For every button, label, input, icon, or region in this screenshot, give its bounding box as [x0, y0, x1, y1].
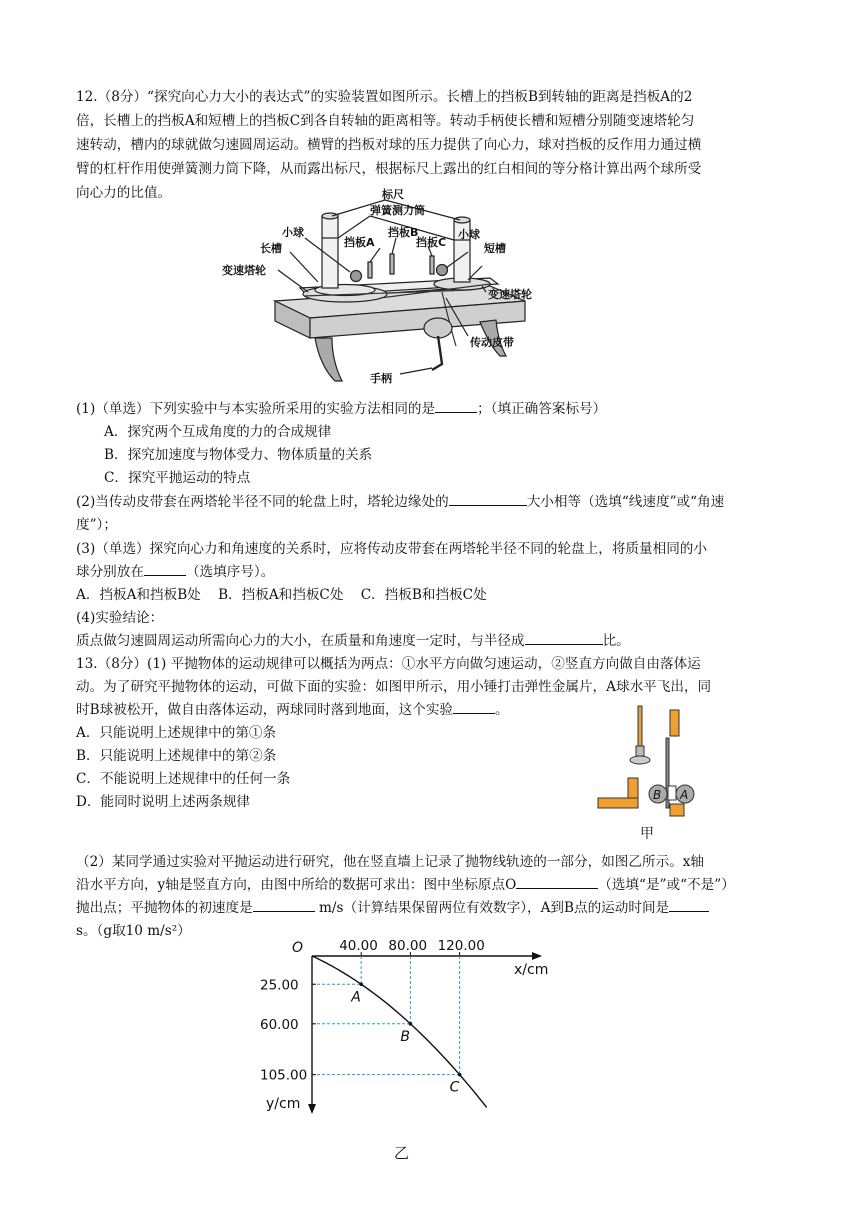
q12-line-3: 速转动，槽内的球就做匀速圆周运动。横臂的挡板对球的压力提供了向心力，球对挡板的反作用力通过横 — [76, 137, 702, 153]
q13-option-b: B．只能说明上述规律中的第②条 — [76, 748, 277, 764]
q13-l3-text: 时B球被松开，做自由落体运动，两球同时落到地面，这个实验 — [76, 702, 454, 718]
q13-line-3 — [76, 699, 509, 721]
point-label-B: B — [400, 1028, 411, 1045]
answer-blank-q13-3[interactable] — [253, 897, 315, 912]
q12-p3-suffix: （选填序号）。 — [185, 564, 275, 580]
figure-jia-caption: 甲 — [640, 826, 654, 842]
q12-part2 — [76, 491, 724, 513]
y-tick-label: 60.00 — [260, 1016, 299, 1033]
q13-p2-l3-mid: m/s（计算结果保留两位有效数字），A到B点的运动时间是 — [314, 900, 670, 916]
q12-p1-suffix: ；（填正确答案标号） — [477, 401, 607, 417]
trajectory-curve — [312, 956, 487, 1107]
q13-p2-line-4: s。（g取10 m/s²） — [76, 923, 191, 939]
figure-yi — [240, 934, 560, 1166]
q13-option-c: C．不能说明上述规律中的任何一条 — [76, 771, 291, 787]
label-dangban-a: 挡板A — [344, 236, 375, 249]
trajectory-chart — [240, 934, 560, 1166]
q12-p2-text: (2)当传动皮带套在两塔轮半径不同的轮盘上时，塔轮边缘处的 — [76, 494, 449, 510]
q12-p4-text: 质点做匀速圆周运动所需向心力的大小，在质量和角速度一定时，与半径成 — [76, 633, 525, 649]
answer-blank-q13-2[interactable] — [516, 874, 598, 889]
q12-part3-line1: (3)（单选）探究向心力和角速度的关系时，应将传动皮带套在两塔轮半径不同的轮盘上，将质量相同的小 — [76, 541, 707, 557]
q13-p2-l3-text: 抛出点；平抛物体的初速度是 — [76, 900, 253, 916]
answer-blank-q12-3[interactable] — [144, 561, 186, 576]
answer-blank-q13-4[interactable] — [669, 897, 709, 912]
q12-p2-cont: 度”）； — [76, 517, 117, 533]
x-axis-arrow — [532, 952, 542, 960]
q12-part4-title: (4)实验结论： — [76, 610, 164, 626]
q12-line-4: 臂的杠杆作用使弹簧测力筒下降，从而露出标尺，根据标尺上露出的红白相间的等分格计算出两个球所受 — [76, 161, 702, 177]
q12-part4 — [76, 630, 630, 652]
label-pidai: 传动皮带 — [470, 336, 514, 349]
x-tick-label: 80.00 — [388, 938, 428, 954]
q12-part1 — [76, 398, 606, 420]
x-tick-label: 120.00 — [437, 938, 485, 954]
q12-p3-options: A．挡板A和挡板B处 B．挡板A和挡板C处 C．挡板B和挡板C处 — [76, 587, 487, 603]
q13-l3-suffix: 。 — [495, 702, 509, 718]
q13-p2-line-2 — [76, 874, 735, 896]
x-axis-label: x/cm — [514, 962, 549, 978]
figure-yi-caption: 乙 — [394, 1144, 410, 1162]
q13-line-2: 动。为了研究平抛物体的运动，可做下面的实验：如图甲所示，用小锤打击弹性金属片，A球水平飞出，同 — [76, 679, 712, 695]
label-xiaoqiu-left: 小球 — [282, 226, 304, 239]
label-talun-right: 变速塔轮 — [488, 288, 532, 301]
q12-p4-suffix: 比。 — [602, 633, 630, 649]
label-xiaoqiu-right: 小球 — [458, 228, 480, 241]
q13-option-a: A．只能说明上述规律中的第①条 — [76, 725, 277, 741]
label-dangban-b: 挡板B — [388, 226, 419, 239]
y-axis-arrow — [308, 1104, 316, 1114]
y-axis-label: y/cm — [266, 1096, 301, 1112]
point-B — [409, 1022, 413, 1026]
q13-p2-line-1: （2）某同学通过实验对平抛运动进行研究，他在竖直墙上记录了抛物线轨迹的一部分，如图乙所示。x轴 — [76, 854, 705, 870]
label-biaochi: 标尺 — [382, 188, 404, 201]
q12-line-2: 倍，长槽上的挡板A和短槽上的挡板C到各自转轴的距离相等。转动手柄使长槽和短槽分别随变速塔轮匀 — [76, 113, 695, 129]
answer-blank-q12-1[interactable] — [435, 398, 477, 413]
ball-b-label: B — [653, 788, 662, 802]
label-shoubing: 手柄 — [370, 372, 392, 385]
figure-jia — [590, 700, 710, 850]
point-label-C: C — [449, 1079, 460, 1096]
q12-p3-text: 球分别放在 — [76, 564, 144, 580]
q12-p2-suffix: 大小相等（选填“线速度”或“角速 — [526, 494, 725, 510]
answer-blank-q12-4[interactable] — [525, 630, 603, 645]
q12-part3-line2 — [76, 561, 274, 583]
x-tick-label: 40.00 — [339, 938, 378, 954]
q12-p1-text: (1)（单选）下列实验中与本实验所采用的实验方法相同的是 — [76, 401, 436, 417]
q13-p2-l2-text: 沿水平方向，y轴是竖直方向，由图中所给的数据可求出：图中坐标原点O — [76, 877, 517, 893]
q12-p1-option-b: B．探究加速度与物体受力、物体质量的关系 — [104, 447, 373, 463]
ball-a-label: A — [680, 788, 689, 802]
apparatus-figure — [220, 186, 550, 390]
q12-p1-option-c: C．探究平抛运动的特点 — [104, 470, 251, 486]
q13-p2-l2-suffix: （选填“是”或“不是”） — [598, 877, 735, 893]
q12-line-1: 12.（8分）“探究向心力大小的表达式”的实验装置如图所示。长槽上的挡板B到转轴的距离是挡板A的2 — [76, 89, 693, 105]
answer-blank-q13-1[interactable] — [453, 699, 495, 714]
label-changcao: 长槽 — [260, 242, 282, 255]
q12-p1-option-a: A．探究两个互成角度的力的合成规律 — [104, 424, 332, 440]
q13-option-d: D．能同时说明上述两条规律 — [76, 794, 251, 810]
y-tick-label: 25.00 — [260, 977, 299, 994]
label-tanhuang: 弹簧测力筒 — [370, 204, 425, 217]
answer-blank-q12-2[interactable] — [449, 491, 527, 506]
label-talun-left: 变速塔轮 — [222, 264, 266, 277]
origin-label: O — [292, 940, 304, 956]
y-tick-label: 105.00 — [260, 1067, 308, 1084]
q13-line-1: 13.（8分）(1) 平抛物体的运动规律可以概括为两点：①水平方向做匀速运动，②竖直方向做自由落体运 — [76, 656, 701, 672]
point-label-A: A — [351, 989, 361, 1006]
point-C — [458, 1073, 462, 1077]
point-A — [359, 982, 363, 986]
label-duancao: 短槽 — [484, 242, 506, 255]
q12-line-5: 向心力的比值。 — [76, 185, 172, 201]
label-dangban-c: 挡板C — [416, 236, 447, 249]
q13-p2-line-3 — [76, 897, 709, 919]
